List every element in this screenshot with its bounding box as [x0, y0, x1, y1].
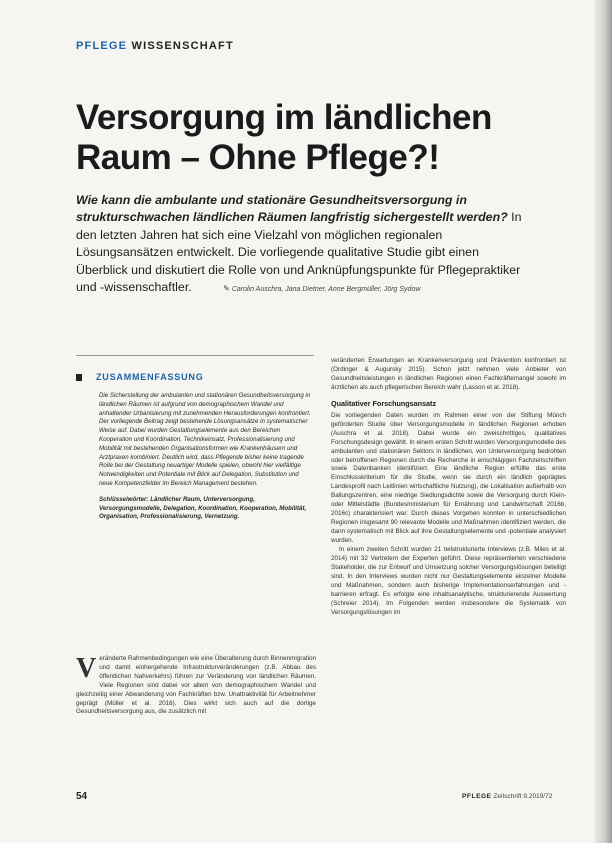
summary-heading — [76, 372, 204, 382]
lead-question: Wie kann die ambulante und stationäre Gesundheitsversorgung in strukturschwachen ländlichen Räumen langfristig sichergestellt werden? — [76, 193, 508, 225]
lead-text: In den letzten Jahren hat sich eine Vielzahl von möglichen regionalen Lösungsansätzen entwickelt. Die vorliegende qualitative Studie gibt einen Überblick und diskutiert die Rolle von und Anknüpfungspunkte für Pflegepraktiker und -wissenschaftler. — [76, 210, 522, 295]
square-bullet-icon — [76, 374, 82, 381]
divider-rule — [76, 355, 314, 356]
summary-text: Die Sicherstellung der ambulanten und stationären Gesundheitsversorgung in ländlichen Räumen ist aufgrund von demographischem Wandel und anhaltender Urbanisierung mit zunehmenden Herausforderungen konfrontiert. Der vorliegende Beitrag zeigt bestehende Lösungsansätze in systematischer Weise auf. Dabei wurden Gestaltungselemente aus den Bereichen Kooperation und Koordination, Technikeinsatz, Professionalisierung und Mobilität mit bestehenden Organisationsformen wie Krankenhäusern und Arztpraxen kombiniert. Deutlich wird, dass Pflegende bisher keine tragende Rolle bei der Gestaltung neuartiger Modelle spielen, obwohl hier vielfältige Notwendigkeiten und Potentiale mit Blick auf Delegation, Substitution und neue Kompetenzfelder im Bereich Management bestehen. — [99, 392, 311, 487]
drop-cap: V — [76, 653, 97, 684]
title-line-1: Versorgung im ländlichen — [76, 98, 492, 137]
summary-heading-text: ZUSAMMENFASSUNG — [96, 372, 204, 382]
running-footer — [462, 793, 552, 800]
keywords: Schlüsselwörter: Ländlicher Raum, Unterversorgung, Versorgungsmodelle, Delegation, Koordination, Kooperation, Mobilität, Organisation, Professionalisierung, Vernetzung. — [99, 495, 307, 521]
intro-text: eränderte Rahmenbedingungen wie eine Überalterung durch Binnenmigration und damit einhergehende Infrastrukturveränderungen (z.B. Abbau des öffentlichen Nahverkehrs) führen zur Veränderung von ländlichen Räumen. Viele Regionen sind dabei vor allem von demographischem Wandel und gleichzeitig einer Abwanderung von Fachkräften bzw. Unattraktivität für Arbeitnehmer geprägt (Müller et al. 2016). Dies wirkt sich auch auf die dortige Gesundheitsversorgung aus, die zusätzlich mit — [76, 655, 316, 716]
section-kicker — [76, 40, 234, 52]
footer-brand: PFLEGE — [462, 793, 492, 800]
right-column — [331, 357, 566, 618]
right-paragraph-1: veränderten Erwartungen an Krankenversorgung und Prävention konfrontiert ist (Ordinger & Augursky 2015). Schon jetzt nehmen viele Anbieter von Gesundheitsleistungen in ländlichen Regionen einen Fachkräftemangel sowohl im ärztlichen als auch pflegerischen Bereich wahr (Lasson et al. 2018). — [331, 357, 566, 391]
kicker-brand: PFLEGE — [76, 40, 128, 52]
right-paragraph-3: In einem zweiten Schritt wurden 21 teilstrukturierte Interviews (z.B. Miles et al. 2014) mit 32 Vertretern der Experten geführt. Diese repräsentierten verschiedene Stakeholder, die zur Entwurf und Umsetzung solcher Versorgungslösungen beteiligt sind. In den Interviews wurden nicht nur Gestaltungselemente einzelner Modelle und Maßnahmen, sondern auch bisherige Implementationserfahrungen und -barrieren erfragt. Es erfolgte eine inhaltsanalytische, strukturierende Auswertung (Schreier 2014). Im Folgenden werden insbesondere die Systematik von Versorgungslösungen im — [331, 546, 566, 616]
footer-issue: 9.2019/72 — [523, 793, 553, 800]
page-number: 54 — [76, 791, 88, 802]
kicker-section: WISSENSCHAFT — [131, 40, 234, 52]
summary-body — [99, 392, 313, 529]
method-heading: Qualitativer Forschungsansatz — [331, 398, 437, 408]
page-fold-shadow — [594, 0, 612, 843]
footer-journal: Zeitschrift — [493, 793, 522, 800]
authors-names: Carolin Auschra, Jana Dietner, Anne Bergmüller, Jörg Sydow — [231, 286, 421, 294]
right-paragraph-2: Die vorliegenden Daten wurden im Rahmen einer von der Stiftung Münch geförderten Studie über Versorgungsmodelle in ländlichen Regionen erhoben (Auschra et al. 2018). Dabei wurde ein zweischrittiges, qualitatives Forschungsdesign gewählt. In einem ersten Schritt wurden Versorgungsmodelle des ambulanten und stationären Sektors in ländlichen, von Unterversorgung bedrohten oder betroffenen Regionen durch die Recherche in einschlägigen Fachzeitschriften sowie Datenbanken identifiziert. Eine ländliche Region erfüllte das erste Einschlusskriterium für die Studie, wenn sie durch ein ländlich geprägtes Landesprofil nach Leitlinien wirtschaftliche Nutzung), die Lokalisation außerhalb von Ballungszentren, eine niedrige Siedlungsdichte sowie die Versorgung durch Klein- oder Mittelstädte (Bundesministerium für Ernährung und Landwirtschaft 2016b, 2016c) charakterisiert war. Durch dieses Vorgehen konnten in unterschiedlichen Regionen insgesamt 90 relevante Modelle und Maßnahmen identifiziert werden, die dann systematisch mit Blick auf ihre Gestaltungselemente und -potentiale analysiert wurden. — [331, 411, 566, 545]
intro-column — [76, 655, 316, 717]
article-title — [76, 98, 536, 178]
article-lead — [76, 192, 532, 298]
pen-icon: ✎ — [223, 284, 230, 294]
authors — [223, 286, 420, 293]
title-line-2: Raum – Ohne Pflege?! — [76, 138, 440, 177]
